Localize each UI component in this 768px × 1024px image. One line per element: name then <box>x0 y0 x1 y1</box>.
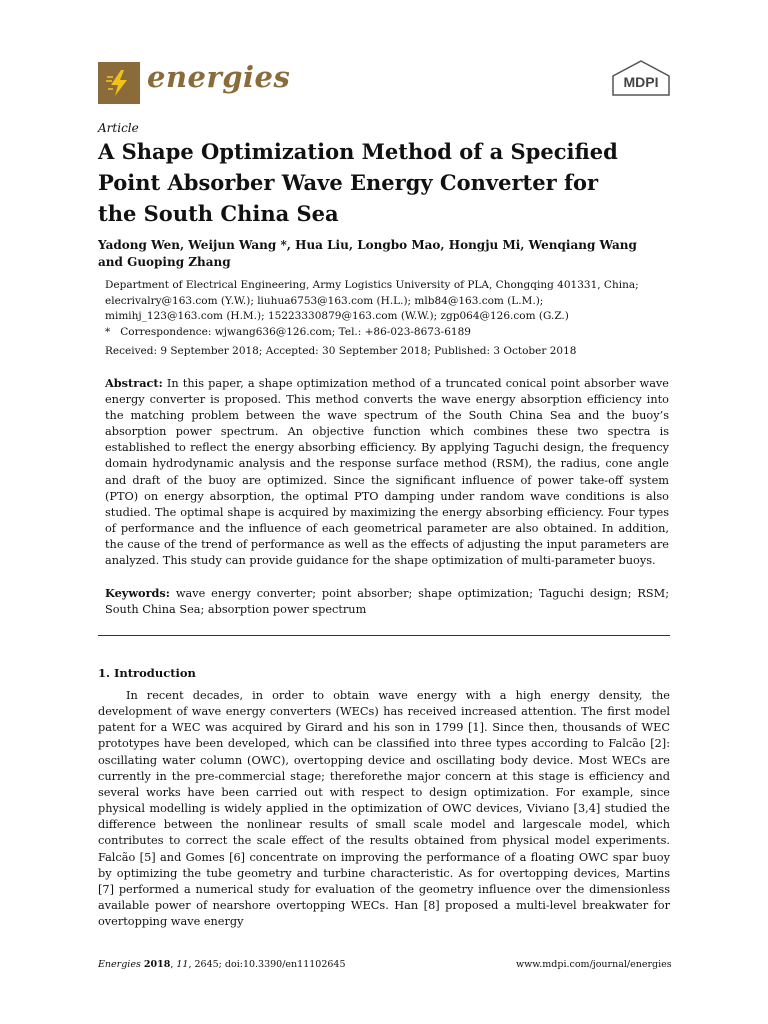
keywords-label: Keywords: <box>105 586 170 600</box>
correspondence-line <box>105 325 685 341</box>
correspondence-marker: * <box>105 325 111 338</box>
footer-year: 2018 <box>143 959 171 970</box>
affiliation-line: Department of Electrical Engineering, Army Logistics University of PLA, Chongqing 401331, China; <box>105 279 639 291</box>
footer-url[interactable]: www.mdpi.com/journal/energies <box>516 959 672 970</box>
journal-logo <box>98 62 140 104</box>
mdpi-logo <box>611 60 671 100</box>
affiliation-line: mimihj_123@163.com (H.M.); 15223330879@163.com (W.W.); zgp064@126.com (G.Z.) <box>105 310 569 322</box>
author-list: Yadong Wen, Weijun Wang *, Hua Liu, Longbo Mao, Hongju Mi, Wenqiang Wang and Guoping Zhang <box>98 238 637 269</box>
introduction-paragraph: In recent decades, in order to obtain wave energy with a high energy density, the development of wave energy converters (WECs) has received increased attention. The first model patent for a WEC was acquired by Girard and his son in 1799 [1]. Since then, thousands of WEC prototypes have been developed, which can be classified into three types according to Falcão [2]: oscillating water column (OWC), overtopping device and oscillating body device. Most WECs are currently in the pre-commercial stage; thereforethe major concern at this stage is efficiency and several works have been carried out with respect to design optimization. For example, since physical modelling is widely applied in the optimization of OWC devices, Viviano [3,4] studied the difference between the nonlinear results of small scale model and largescale model, which contributes to correct the scale effect of the results obtained from physical model experiments. Falcão [5] and Gomes [6] concentrate on improving the performance of a floating OWC spar buoy by optimizing the tube geometry and turbine characteristic. As for overtopping devices, Martins [7] performed a numerical study for evaluation of the geometry influence over the dimensionless available power of nearshore overtopping WECs. Han [8] proposed a multi-level breakwater for overtopping wave energy <box>98 689 670 929</box>
journal-name: energies <box>147 60 291 94</box>
keywords-text: wave energy converter; point absorber; shape optimization; Taguchi design; RSM; South China Sea; absorption power spectrum <box>105 587 669 617</box>
abstract-label: Abstract: <box>105 376 163 390</box>
footer-volume: 11 <box>176 959 189 970</box>
section-divider <box>98 635 670 636</box>
abstract-text: In this paper, a shape optimization method of a truncated conical point absorber wave energy converter is proposed. This method converts the wave energy absorption efficiency into the matching problem between the wave spectrum of the South China Sea and the buoy’s absorption power spectrum. An objective function which combines these two spectra is established to reflect the energy absorbing efficiency. By applying Taguchi design, the frequency domain hydrodynamic analysis and the response surface method (RSM), the radius, cone angle and draft of the buoy are optimized. Since the significant influence of power take-off system (PTO) on energy absorption, the optimal PTO damping under random wave conditions is also studied. The optimal shape is acquired by maximizing the energy absorbing efficiency. Four types of performance and the influence of each geometrical parameter are also obtained. In addition, the cause of the trend of performance as well as the effects of adjusting the input parameters are analyzed. This study can provide guidance for the shape optimization of multi-parameter buoys. <box>105 377 669 568</box>
section-heading: 1. Introduction <box>98 666 196 680</box>
footer-citation: Energies 2018, 11, 2645; doi:10.3390/en11102645 <box>98 959 346 970</box>
abstract <box>105 375 669 569</box>
affiliation-block <box>105 278 685 340</box>
affiliation-line: elecrivalry@163.com (Y.W.); liuhua6753@163.com (H.L.); mlb84@163.com (L.M.); <box>105 294 544 307</box>
publication-history: Received: 9 September 2018; Accepted: 30 September 2018; Published: 3 October 2018 <box>105 345 577 357</box>
footer-doi: , 2645; doi:10.3390/en11102645 <box>188 959 346 970</box>
keywords <box>105 585 669 618</box>
publisher-name: MDPI <box>623 74 659 90</box>
footer-journal: Energies <box>98 959 141 970</box>
lightning-bolt-icon <box>104 68 134 98</box>
correspondence-text: Correspondence: wjwang636@126.com; Tel.: +86-023-8673-6189 <box>120 325 471 338</box>
article-type: Article <box>98 121 139 135</box>
paper-title: A Shape Optimization Method of a Specified Point Absorber Wave Energy Converter for the South China Sea <box>98 139 618 226</box>
